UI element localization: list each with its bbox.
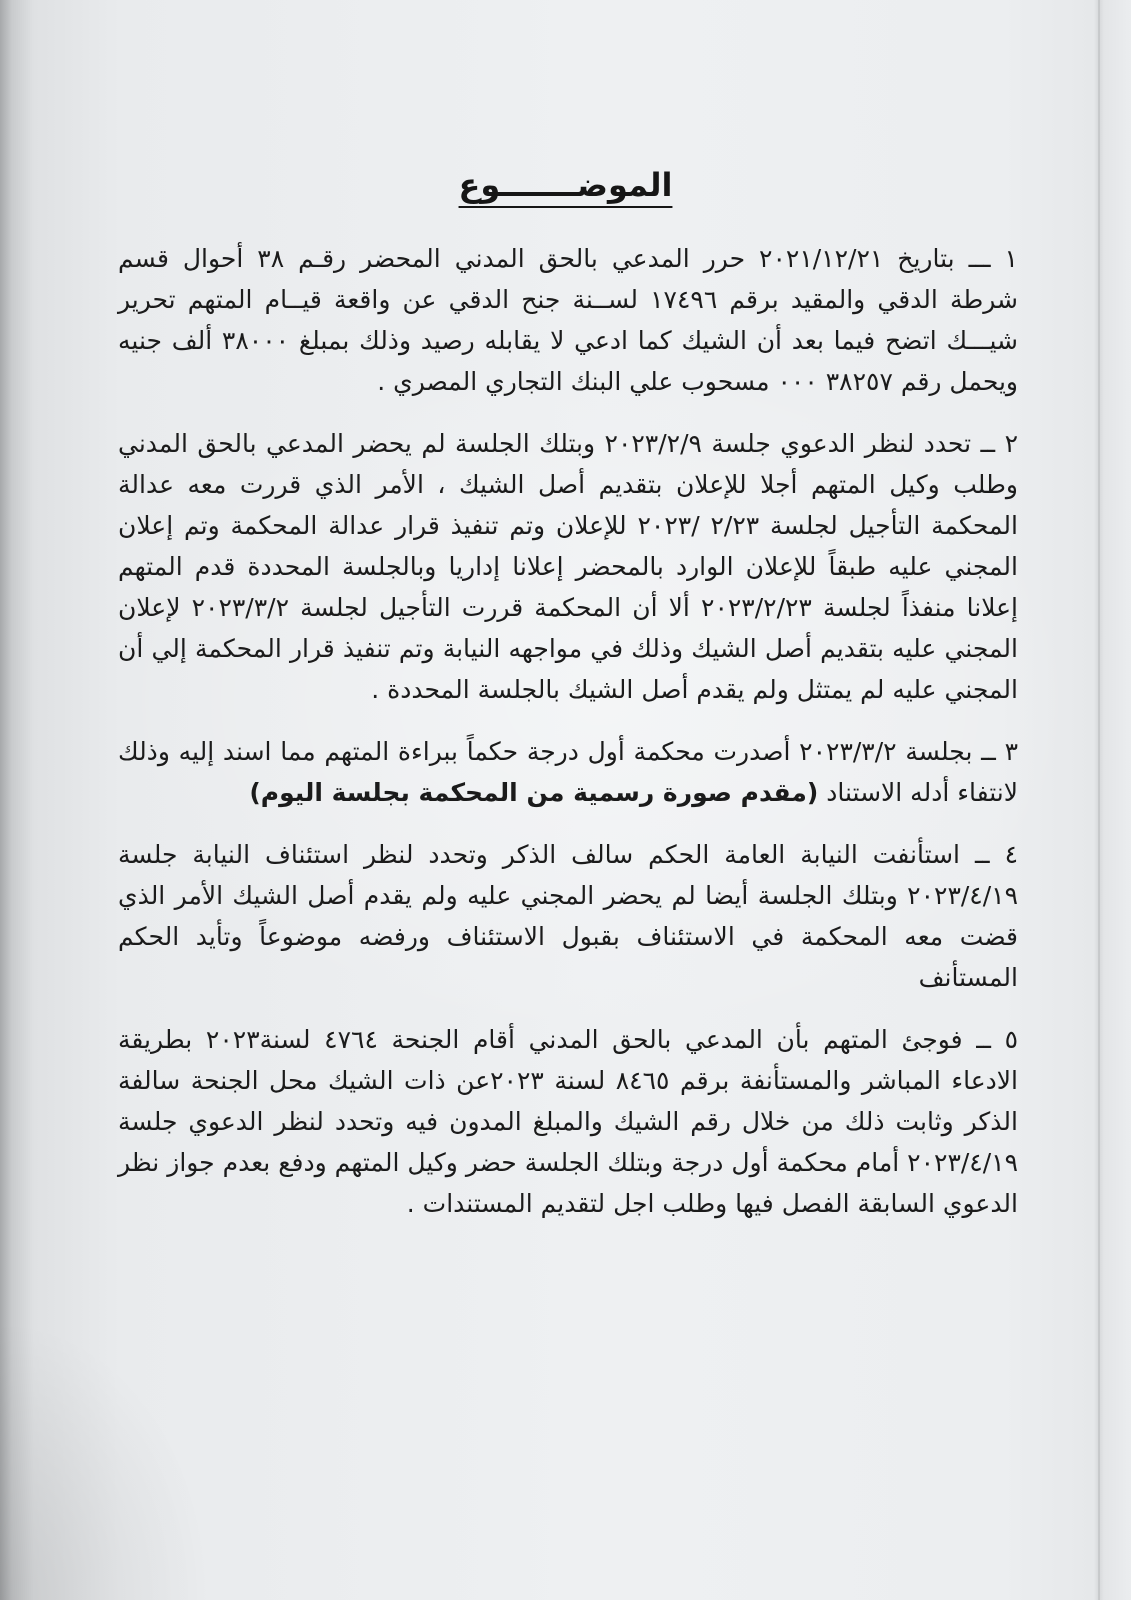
paragraph-4 — [118, 834, 1018, 998]
paragraph-5 — [118, 1019, 1018, 1224]
page-edge-shadow — [1098, 0, 1100, 1600]
paragraph-1 — [118, 238, 1018, 402]
document-title: الموضـــــــوع — [458, 166, 673, 204]
paragraph-2-text: ٢ ــ تحدد لنظر الدعوي جلسة ٢٠٢٣/٢/٩ وبتلك الجلسة لم يحضر المدعي بالحق المدني وطلب وكيل المتهم أجلا للإعلان بتقديم أصل الشيك ، الأمر الذي قررت معه عدالة المحكمة التأجيل لجلسة ٢/٢٣ /٢٠٢٣ للإعلان وتم تنفيذ قرار عدالة المحكمة وتم إعلان المجني عليه طبقاً للإعلان الوارد بالمحضر إعلانا إداريا وبالجلسة المحددة قدم المتهم إعلانا منفذاً لجلسة ٢٠٢٣/٢/٢٣ ألا أن المحكمة قررت التأجيل لجلسة ٢٠٢٣/٣/٢ لإعلان المجني عليه بتقديم أصل الشيك وذلك في مواجهه النيابة وتم تنفيذ قرار المحكمة إلي أن المجني عليه لم يمتثل ولم يقدم أصل الشيك بالجلسة المحددة . — [118, 429, 1018, 704]
paragraph-4-text: ٤ ــ استأنفت النيابة العامة الحكم سالف الذكر وتحدد لنظر استئناف النيابة جلسة ٢٠٢٣/٤/١٩ وبتلك الجلسة أيضا لم يحضر المجني عليه ولم يقدم أصل الشيك الأمر الذي قضت معه المحكمة في الاستئناف بقبول الاستئناف ورفضه موضوعاً وتأيد الحكم المستأنف — [118, 840, 1018, 992]
paragraph-1-text: ١ ـــ بتاريخ ٢٠٢١/١٢/٢١ حرر المدعي بالحق المدني المحضر رقـم ٣٨ أحوال قسم شرطة الدقي والمقيد برقم ١٧٤٩٦ لســنة جنح الدقي عن واقعة قيــام المتهم تحرير شيـــك اتضح فيما بعد أن الشيك كما ادعي لا يقابله رصيد وذلك بمبلغ ٣٨٠٠٠ ألف جنيه ويحمل رقم ٣٨٢٥٧ ٠٠٠ مسحوب علي البنك التجاري المصري . — [118, 244, 1019, 396]
paragraph-2 — [118, 423, 1018, 710]
paragraph-5-text: ٥ ــ فوجئ المتهم بأن المدعي بالحق المدني أقام الجنحة ٤٧٦٤ لسنة٢٠٢٣ بطريقة الادعاء المباشر والمستأنفة برقم ٨٤٦٥ لسنة ٢٠٢٣عن ذات الشيك محل الجنحة سالفة الذكر وثابت ذلك من خلال رقم الشيك والمبلغ المدون فيه وتحدد لنظر الدعوي جلسة ٢٠٢٣/٤/١٩ أمام محكمة أول درجة وبتلك الجلسة حضر وكيل المتهم ودفع بعدم جواز نظر الدعوي السابقة الفصل فيها وطلب اجل لتقديم المستندات . — [118, 1025, 1018, 1218]
paragraph-3-text: ٣ ــ بجلسة ٢٠٢٣/٣/٢ أصدرت محكمة أول درجة حكماً ببراءة المتهم مما اسند إليه وذلك لانتفاء أدله الاستناد — [118, 737, 1018, 807]
paragraph-3 — [118, 731, 1018, 813]
document-body — [118, 238, 1018, 1245]
paragraph-3-bold-note: (مقدم صورة رسمية من المحكمة بجلسة اليوم) — [249, 778, 819, 807]
